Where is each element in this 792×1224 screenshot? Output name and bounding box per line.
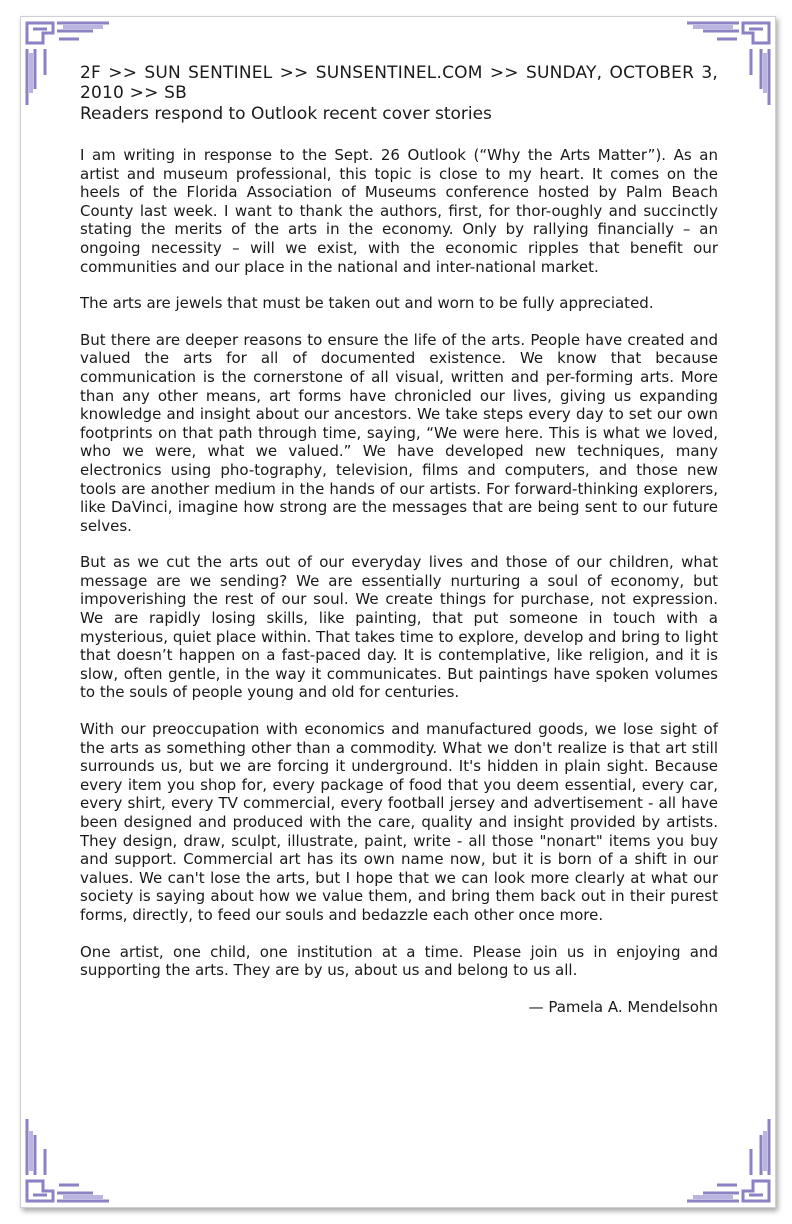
- corner-ornament-bottom-right: [683, 1115, 773, 1205]
- headline: Readers respond to Outlook recent cover stories: [80, 104, 492, 124]
- corner-ornament-bottom-left: [23, 1115, 113, 1205]
- letter-paragraph: But there are deeper reasons to ensure the life of the arts. People have created and valued the arts for all of documented existence. We know that because communication is the cornerstone of all visual, written and per-forming arts. More than any other means, art forms have chronicled our lives, giving us expanding knowledge and insight about our ancestors. We take steps every day to set our own footprints on that path through time, saying, “We were here. This is what we loved, who we were, what we valued.” We have developed new techniques, many electronics using pho-tography, television, films and computers, and those new tools are another medium in the hands of our artists. For forward-thinking explorers, like DaVinci, imagine how strong are the messages that are being sent to our future selves.: [80, 330, 718, 535]
- article-content: [80, 63, 718, 1016]
- letter-paragraph: The arts are jewels that must be taken out and worn to be fully appreciated.: [80, 294, 654, 313]
- letter-paragraph: With our preoccupation with economics and manufactured goods, we lose sight of the arts as something other than a commodity. What we don't realize is that art still surrounds us, but we are forcing it underground. It's hidden in plain sight. Because every item you shop for, every package of food that you deem essential, every car, every shirt, every TV commercial, every football jersey and advertisement - all have been designed and produced with the care, quality and insight provided by artists. They design, draw, sculpt, illustrate, paint, write - all those "nonart" items you buy and support. Commercial art has its own name now, but it is born of a shift in our values. We can't lose the arts, but I hope that we can look more clearly at what our society is saying about how we value them, and bring them back out in their purest forms, directly, to feed our souls and bedazzle each other once more.: [80, 720, 718, 924]
- dateline: 2F >> SUN SENTINEL >> SUNSENTINEL.COM >> SUNDAY, OCTOBER 3, 2010 >> SB: [80, 63, 718, 103]
- letter-paragraph: But as we cut the arts out of our everyday lives and those of our children, what message are we sending? We are essentially nurturing a soul of economy, but impoverishing the rest of our soul. We create things for purchase, not expression. We are rapidly losing skills, like painting, that put someone in touch with a mysterious, quiet place within. That takes time to explore, develop and bring to light that doesn’t happen on a fast-paced day. It is contemplative, like religion, and it is slow, often gentle, in the way it communicates. But paintings have spoken volumes to the souls of people young and old for centuries.: [80, 553, 718, 702]
- signature: — Pamela A. Mendelsohn: [528, 997, 718, 1016]
- letter-paragraph: One artist, one child, one institution at a time. Please join us in enjoying and supporting the arts. They are by us, about us and belong to us all.: [80, 942, 718, 980]
- letter-paragraph: I am writing in response to the Sept. 26 Outlook (“Why the Arts Matter”). As an artist and museum professional, this topic is close to my heart. It comes on the heels of the Florida Association of Museums conference hosted by Palm Beach County last week. I want to thank the authors, first, for thor-oughly and succinctly stating the merits of the arts in the economy. Only by rallying financially – an ongoing necessity – will we exist, with the economic ripples that benefit our communities and our place in the national and inter-national market.: [80, 146, 718, 276]
